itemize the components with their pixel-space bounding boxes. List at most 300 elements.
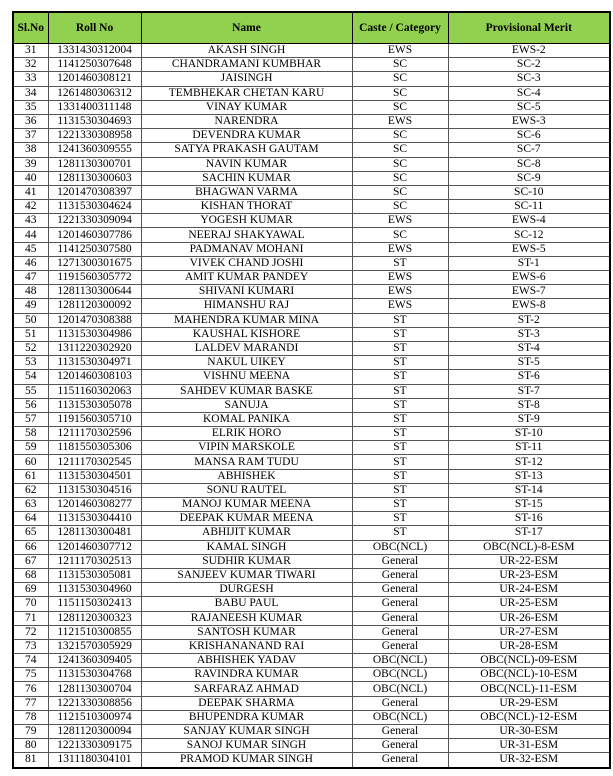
name-cell: PADMANAV MOHANI: [141, 242, 352, 256]
roll-no-cell: 1281120300092: [48, 299, 141, 313]
sl-no-cell: 63: [13, 498, 48, 512]
table-row: [13, 271, 610, 285]
merit-cell: SC-7: [448, 143, 610, 157]
merit-cell: ST-5: [448, 356, 610, 370]
header-row: [13, 12, 610, 44]
name-cell: MAHENDRA KUMAR MINA: [141, 313, 352, 327]
name-cell: SANJEEV KUMAR TIWARI: [141, 568, 352, 582]
sl-no-cell: 59: [13, 441, 48, 455]
sl-no-cell: 35: [13, 100, 48, 114]
sl-no-cell: 71: [13, 611, 48, 625]
category-cell: General: [352, 739, 448, 753]
header-sl-no: Sl.No: [13, 12, 48, 44]
name-cell: BABU PAUL: [141, 597, 352, 611]
category-cell: SC: [352, 157, 448, 171]
merit-cell: UR-27-ESM: [448, 625, 610, 639]
name-cell: SACHIN KUMAR: [141, 171, 352, 185]
category-cell: EWS: [352, 114, 448, 128]
name-cell: SUDHIR KUMAR: [141, 554, 352, 568]
sl-no-cell: 50: [13, 313, 48, 327]
merit-cell: OBC(NCL)-8-ESM: [448, 540, 610, 554]
roll-no-cell: 1201470308388: [48, 313, 141, 327]
name-cell: KRISHANANAND RAI: [141, 639, 352, 653]
category-cell: EWS: [352, 44, 448, 58]
table-row: [13, 285, 610, 299]
sl-no-cell: 66: [13, 540, 48, 554]
merit-cell: ST-9: [448, 412, 610, 426]
table-row: [13, 441, 610, 455]
table-row: [13, 214, 610, 228]
merit-cell: OBC(NCL)-11-ESM: [448, 682, 610, 696]
merit-cell: ST-2: [448, 313, 610, 327]
sl-no-cell: 34: [13, 86, 48, 100]
category-cell: OBC(NCL): [352, 654, 448, 668]
category-cell: ST: [352, 327, 448, 341]
name-cell: RAJANEESH KUMAR: [141, 611, 352, 625]
table-row: [13, 710, 610, 724]
name-cell: KAUSHAL KISHORE: [141, 327, 352, 341]
merit-cell: UR-29-ESM: [448, 696, 610, 710]
table-row: [13, 654, 610, 668]
category-cell: EWS: [352, 299, 448, 313]
name-cell: NAKUL UIKEY: [141, 356, 352, 370]
merit-cell: EWS-4: [448, 214, 610, 228]
sl-no-cell: 75: [13, 668, 48, 682]
category-cell: General: [352, 725, 448, 739]
roll-no-cell: 1121510300974: [48, 710, 141, 724]
category-cell: ST: [352, 427, 448, 441]
merit-cell: UR-31-ESM: [448, 739, 610, 753]
name-cell: NEERAJ SHAKYAWAL: [141, 228, 352, 242]
roll-no-cell: 1201460308121: [48, 72, 141, 86]
roll-no-cell: 1131530304971: [48, 356, 141, 370]
table-row: [13, 341, 610, 355]
roll-no-cell: 1181550305306: [48, 441, 141, 455]
category-cell: EWS: [352, 271, 448, 285]
name-cell: DEEPAK KUMAR MEENA: [141, 512, 352, 526]
header-roll-no: Roll No: [48, 12, 141, 44]
sl-no-cell: 52: [13, 341, 48, 355]
merit-cell: SC-5: [448, 100, 610, 114]
sl-no-cell: 78: [13, 710, 48, 724]
name-cell: SAHDEV KUMAR BASKE: [141, 384, 352, 398]
sl-no-cell: 33: [13, 72, 48, 86]
table-row: [13, 498, 610, 512]
merit-cell: SC-10: [448, 185, 610, 199]
name-cell: PRAMOD KUMAR SINGH: [141, 753, 352, 768]
category-cell: General: [352, 639, 448, 653]
table-row: [13, 185, 610, 199]
merit-cell: EWS-7: [448, 285, 610, 299]
merit-cell: EWS-8: [448, 299, 610, 313]
roll-no-cell: 1241360309555: [48, 143, 141, 157]
merit-cell: ST-6: [448, 370, 610, 384]
roll-no-cell: 1201460307786: [48, 228, 141, 242]
name-cell: CHANDRAMANI KUMBHAR: [141, 58, 352, 72]
category-cell: OBC(NCL): [352, 668, 448, 682]
sl-no-cell: 46: [13, 256, 48, 270]
header-category: Caste / Category: [352, 12, 448, 44]
merit-cell: OBC(NCL)-10-ESM: [448, 668, 610, 682]
name-cell: SANOJ KUMAR SINGH: [141, 739, 352, 753]
name-cell: SANTOSH KUMAR: [141, 625, 352, 639]
merit-cell: UR-30-ESM: [448, 725, 610, 739]
name-cell: SARFARAZ AHMAD: [141, 682, 352, 696]
sl-no-cell: 37: [13, 129, 48, 143]
name-cell: AKASH SINGH: [141, 44, 352, 58]
sl-no-cell: 41: [13, 185, 48, 199]
category-cell: SC: [352, 171, 448, 185]
name-cell: VIPIN MARSKOLE: [141, 441, 352, 455]
roll-no-cell: 1191560305710: [48, 412, 141, 426]
table-row: [13, 583, 610, 597]
sl-no-cell: 45: [13, 242, 48, 256]
merit-cell: UR-24-ESM: [448, 583, 610, 597]
category-cell: General: [352, 696, 448, 710]
name-cell: ABHISHEK YADAV: [141, 654, 352, 668]
header-merit: Provisional Merit: [448, 12, 610, 44]
merit-cell: ST-8: [448, 398, 610, 412]
sl-no-cell: 81: [13, 753, 48, 768]
roll-no-cell: 1311180304101: [48, 753, 141, 768]
merit-cell: ST-12: [448, 455, 610, 469]
roll-no-cell: 1211170302545: [48, 455, 141, 469]
table-row: [13, 611, 610, 625]
sl-no-cell: 47: [13, 271, 48, 285]
merit-cell: ST-17: [448, 526, 610, 540]
sl-no-cell: 62: [13, 483, 48, 497]
table-row: [13, 299, 610, 313]
sl-no-cell: 51: [13, 327, 48, 341]
name-cell: BHAGWAN VARMA: [141, 185, 352, 199]
sl-no-cell: 32: [13, 58, 48, 72]
category-cell: General: [352, 583, 448, 597]
sl-no-cell: 79: [13, 725, 48, 739]
sl-no-cell: 38: [13, 143, 48, 157]
roll-no-cell: 1261480306312: [48, 86, 141, 100]
sl-no-cell: 31: [13, 44, 48, 58]
roll-no-cell: 1131530304768: [48, 668, 141, 682]
category-cell: General: [352, 568, 448, 582]
merit-cell: SC-9: [448, 171, 610, 185]
table-row: [13, 696, 610, 710]
merit-cell: ST-13: [448, 469, 610, 483]
category-cell: General: [352, 554, 448, 568]
table-row: [13, 157, 610, 171]
roll-no-cell: 1331430312004: [48, 44, 141, 58]
sl-no-cell: 40: [13, 171, 48, 185]
table-row: [13, 639, 610, 653]
category-cell: SC: [352, 86, 448, 100]
sl-no-cell: 58: [13, 427, 48, 441]
sl-no-cell: 55: [13, 384, 48, 398]
name-cell: KOMAL PANIKA: [141, 412, 352, 426]
category-cell: General: [352, 625, 448, 639]
name-cell: YOGESH KUMAR: [141, 214, 352, 228]
table-row: [13, 597, 610, 611]
category-cell: ST: [352, 313, 448, 327]
merit-cell: ST-10: [448, 427, 610, 441]
category-cell: ST: [352, 512, 448, 526]
roll-no-cell: 1281120300094: [48, 725, 141, 739]
sl-no-cell: 56: [13, 398, 48, 412]
merit-cell: UR-32-ESM: [448, 753, 610, 768]
category-cell: SC: [352, 228, 448, 242]
merit-cell: EWS-2: [448, 44, 610, 58]
roll-no-cell: 1131530305078: [48, 398, 141, 412]
name-cell: JAISINGH: [141, 72, 352, 86]
category-cell: EWS: [352, 242, 448, 256]
table-row: [13, 327, 610, 341]
merit-cell: UR-26-ESM: [448, 611, 610, 625]
sl-no-cell: 42: [13, 200, 48, 214]
category-cell: ST: [352, 498, 448, 512]
category-cell: EWS: [352, 214, 448, 228]
sl-no-cell: 77: [13, 696, 48, 710]
roll-no-cell: 1201460308277: [48, 498, 141, 512]
merit-cell: SC-11: [448, 200, 610, 214]
roll-no-cell: 1271300301675: [48, 256, 141, 270]
merit-cell: ST-15: [448, 498, 610, 512]
table-row: [13, 526, 610, 540]
sl-no-cell: 65: [13, 526, 48, 540]
roll-no-cell: 1201470308397: [48, 185, 141, 199]
roll-no-cell: 1211170302513: [48, 554, 141, 568]
merit-cell: ST-14: [448, 483, 610, 497]
roll-no-cell: 1331400311148: [48, 100, 141, 114]
sl-no-cell: 53: [13, 356, 48, 370]
sl-no-cell: 44: [13, 228, 48, 242]
name-cell: BHUPENDRA KUMAR: [141, 710, 352, 724]
sl-no-cell: 48: [13, 285, 48, 299]
roll-no-cell: 1321570305929: [48, 639, 141, 653]
roll-no-cell: 1281120300323: [48, 611, 141, 625]
sl-no-cell: 61: [13, 469, 48, 483]
category-cell: ST: [352, 356, 448, 370]
category-cell: ST: [352, 469, 448, 483]
sl-no-cell: 60: [13, 455, 48, 469]
roll-no-cell: 1201460307712: [48, 540, 141, 554]
name-cell: MANSA RAM TUDU: [141, 455, 352, 469]
merit-cell: EWS-5: [448, 242, 610, 256]
name-cell: SONU RAUTEL: [141, 483, 352, 497]
merit-cell: ST-3: [448, 327, 610, 341]
roll-no-cell: 1131530304693: [48, 114, 141, 128]
merit-cell: OBC(NCL)-09-ESM: [448, 654, 610, 668]
name-cell: ABHISHEK: [141, 469, 352, 483]
category-cell: ST: [352, 341, 448, 355]
merit-cell: SC-8: [448, 157, 610, 171]
name-cell: RAVINDRA KUMAR: [141, 668, 352, 682]
sl-no-cell: 80: [13, 739, 48, 753]
merit-cell: ST-1: [448, 256, 610, 270]
name-cell: NAVIN KUMAR: [141, 157, 352, 171]
merit-list-table: [12, 11, 611, 769]
sl-no-cell: 39: [13, 157, 48, 171]
sl-no-cell: 67: [13, 554, 48, 568]
sl-no-cell: 68: [13, 568, 48, 582]
table-row: [13, 512, 610, 526]
table-row: [13, 469, 610, 483]
table-row: [13, 455, 610, 469]
table-row: [13, 739, 610, 753]
name-cell: VISHNU MEENA: [141, 370, 352, 384]
roll-no-cell: 1281130300481: [48, 526, 141, 540]
merit-cell: SC-6: [448, 129, 610, 143]
category-cell: ST: [352, 412, 448, 426]
table-row: [13, 427, 610, 441]
roll-no-cell: 1131530304986: [48, 327, 141, 341]
table-row: [13, 129, 610, 143]
roll-no-cell: 1281130300603: [48, 171, 141, 185]
name-cell: HIMANSHU RAJ: [141, 299, 352, 313]
sl-no-cell: 72: [13, 625, 48, 639]
table-row: [13, 72, 610, 86]
merit-cell: ST-16: [448, 512, 610, 526]
roll-no-cell: 1131530305081: [48, 568, 141, 582]
table-row: [13, 412, 610, 426]
roll-no-cell: 1221330309175: [48, 739, 141, 753]
category-cell: ST: [352, 483, 448, 497]
table-row: [13, 753, 610, 768]
table-row: [13, 100, 610, 114]
name-cell: TEMBHEKAR CHETAN KARU: [141, 86, 352, 100]
sl-no-cell: 73: [13, 639, 48, 653]
name-cell: AMIT KUMAR PANDEY: [141, 271, 352, 285]
name-cell: VIVEK CHAND JOSHI: [141, 256, 352, 270]
table-row: [13, 554, 610, 568]
category-cell: EWS: [352, 285, 448, 299]
roll-no-cell: 1191560305772: [48, 271, 141, 285]
name-cell: ABHIJIT KUMAR: [141, 526, 352, 540]
sl-no-cell: 57: [13, 412, 48, 426]
merit-cell: ST-11: [448, 441, 610, 455]
merit-cell: UR-23-ESM: [448, 568, 610, 582]
roll-no-cell: 1131530304624: [48, 200, 141, 214]
sl-no-cell: 74: [13, 654, 48, 668]
table-row: [13, 44, 610, 58]
table-row: [13, 143, 610, 157]
table-row: [13, 398, 610, 412]
roll-no-cell: 1121510300855: [48, 625, 141, 639]
merit-cell: SC-4: [448, 86, 610, 100]
merit-cell: ST-7: [448, 384, 610, 398]
table-row: [13, 242, 610, 256]
table-row: [13, 58, 610, 72]
name-cell: SANJAY KUMAR SINGH: [141, 725, 352, 739]
sl-no-cell: 64: [13, 512, 48, 526]
table-row: [13, 682, 610, 696]
table-row: [13, 313, 610, 327]
category-cell: SC: [352, 143, 448, 157]
category-cell: General: [352, 753, 448, 768]
table-row: [13, 568, 610, 582]
sl-no-cell: 43: [13, 214, 48, 228]
merit-cell: EWS-6: [448, 271, 610, 285]
sl-no-cell: 69: [13, 583, 48, 597]
table-row: [13, 200, 610, 214]
category-cell: ST: [352, 370, 448, 384]
category-cell: ST: [352, 256, 448, 270]
table-row: [13, 86, 610, 100]
name-cell: SANUJA: [141, 398, 352, 412]
category-cell: SC: [352, 129, 448, 143]
category-cell: SC: [352, 200, 448, 214]
category-cell: General: [352, 597, 448, 611]
roll-no-cell: 1281130300644: [48, 285, 141, 299]
name-cell: KAMAL SINGH: [141, 540, 352, 554]
merit-cell: UR-25-ESM: [448, 597, 610, 611]
name-cell: DEVENDRA KUMAR: [141, 129, 352, 143]
sl-no-cell: 54: [13, 370, 48, 384]
table-row: [13, 483, 610, 497]
roll-no-cell: 1151160302063: [48, 384, 141, 398]
category-cell: SC: [352, 185, 448, 199]
sl-no-cell: 49: [13, 299, 48, 313]
merit-cell: OBC(NCL)-12-ESM: [448, 710, 610, 724]
table-row: [13, 114, 610, 128]
category-cell: OBC(NCL): [352, 682, 448, 696]
category-cell: ST: [352, 455, 448, 469]
sl-no-cell: 76: [13, 682, 48, 696]
roll-no-cell: 1221330308856: [48, 696, 141, 710]
table-row: [13, 540, 610, 554]
category-cell: ST: [352, 398, 448, 412]
roll-no-cell: 1281130300704: [48, 682, 141, 696]
name-cell: SATYA PRAKASH GAUTAM: [141, 143, 352, 157]
merit-cell: SC-12: [448, 228, 610, 242]
merit-cell: ST-4: [448, 341, 610, 355]
name-cell: KISHAN THORAT: [141, 200, 352, 214]
roll-no-cell: 1131530304960: [48, 583, 141, 597]
category-cell: ST: [352, 441, 448, 455]
name-cell: NARENDRA: [141, 114, 352, 128]
category-cell: OBC(NCL): [352, 710, 448, 724]
table-row: [13, 370, 610, 384]
roll-no-cell: 1311220302920: [48, 341, 141, 355]
merit-cell: EWS-3: [448, 114, 610, 128]
table-row: [13, 228, 610, 242]
roll-no-cell: 1151150302413: [48, 597, 141, 611]
merit-cell: UR-22-ESM: [448, 554, 610, 568]
name-cell: ELRIK HORO: [141, 427, 352, 441]
roll-no-cell: 1131530304410: [48, 512, 141, 526]
merit-cell: SC-2: [448, 58, 610, 72]
roll-no-cell: 1141250307580: [48, 242, 141, 256]
category-cell: OBC(NCL): [352, 540, 448, 554]
roll-no-cell: 1131530304501: [48, 469, 141, 483]
roll-no-cell: 1131530304516: [48, 483, 141, 497]
table-row: [13, 668, 610, 682]
sl-no-cell: 70: [13, 597, 48, 611]
roll-no-cell: 1201460308103: [48, 370, 141, 384]
table-row: [13, 256, 610, 270]
table-row: [13, 384, 610, 398]
category-cell: ST: [352, 526, 448, 540]
name-cell: DEEPAK SHARMA: [141, 696, 352, 710]
name-cell: MANOJ KUMAR MEENA: [141, 498, 352, 512]
name-cell: SHIVANI KUMARI: [141, 285, 352, 299]
header-name: Name: [141, 12, 352, 44]
table-row: [13, 625, 610, 639]
category-cell: SC: [352, 100, 448, 114]
merit-cell: SC-3: [448, 72, 610, 86]
name-cell: DURGESH: [141, 583, 352, 597]
category-cell: SC: [352, 72, 448, 86]
category-cell: SC: [352, 58, 448, 72]
table-row: [13, 171, 610, 185]
category-cell: General: [352, 611, 448, 625]
